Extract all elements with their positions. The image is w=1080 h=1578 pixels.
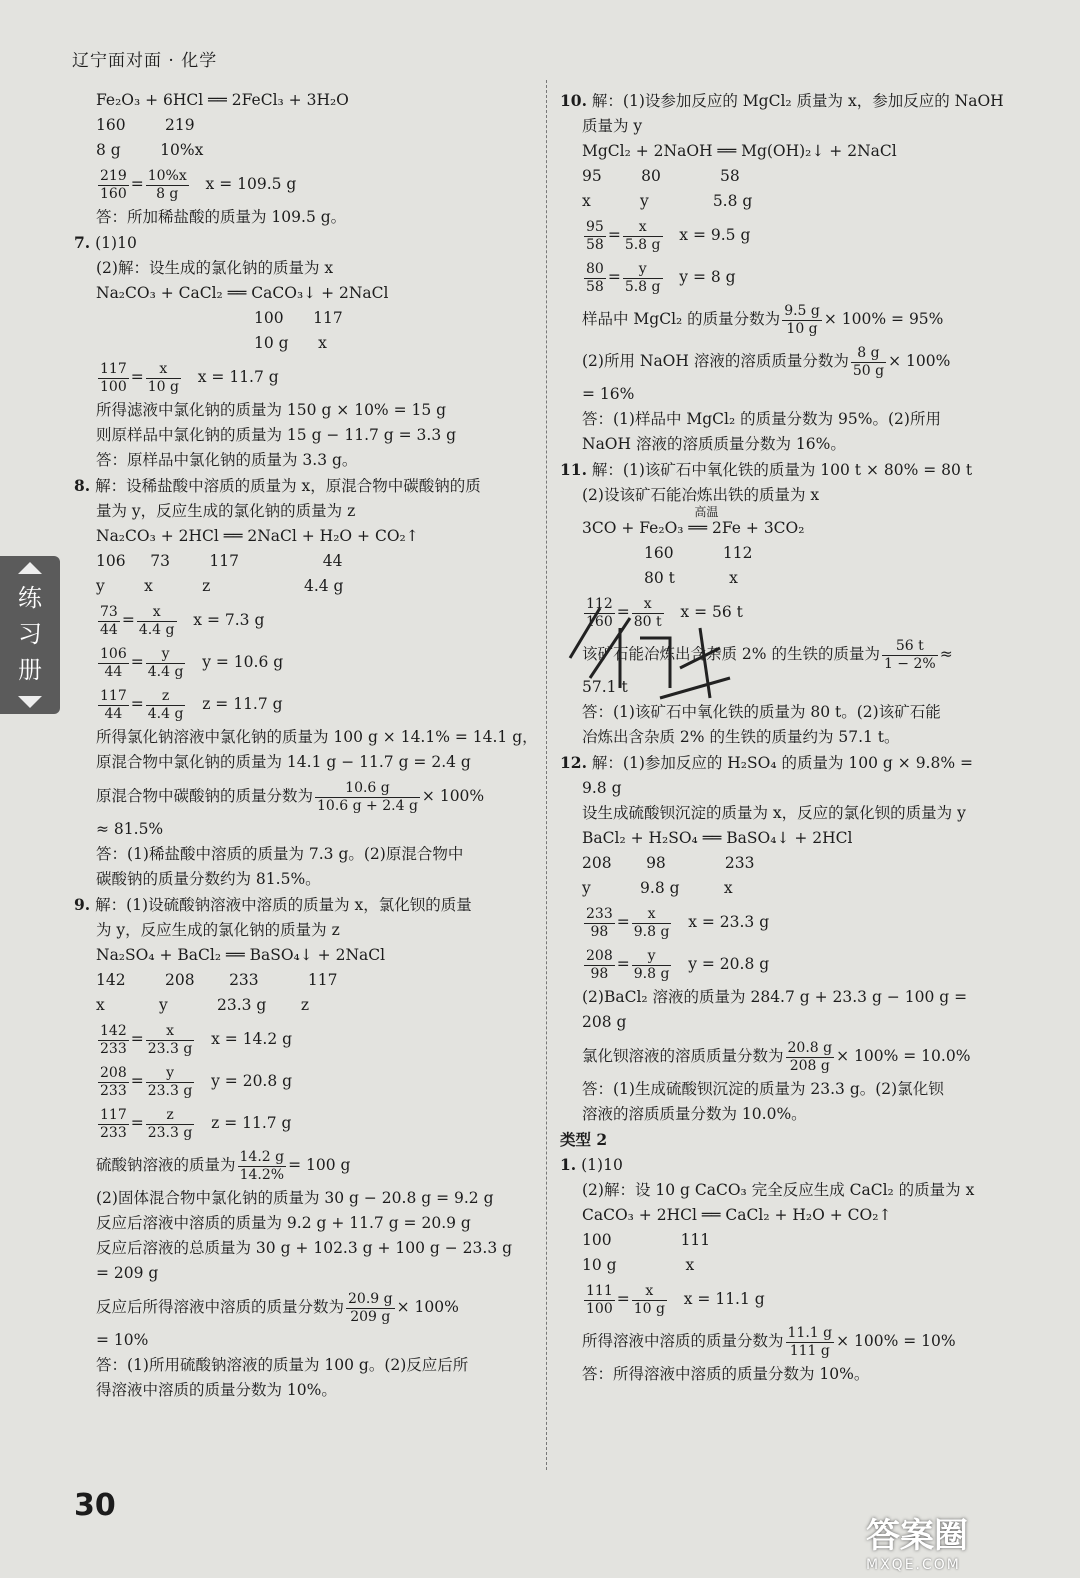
fraction: $\frac{y}{23.3 g}$ (147, 1064, 193, 1099)
type2-q1-equation: CaCO₃ + 2HCl ══ CaCl₂ + H₂O + CO₂↑ (582, 1206, 892, 1224)
fraction: $\frac{106}{44}$ (100, 645, 127, 680)
fraction: $\frac{233}{98}$ (586, 905, 613, 940)
fraction: $\frac{219}{160}$ (100, 167, 127, 202)
fraction: $\frac{x}{80 t}$ (633, 595, 662, 630)
question-number: 10. (560, 91, 587, 110)
handwritten-scribble (560, 595, 743, 718)
q7-part1: 7. (1)10 (74, 233, 137, 252)
q9-equation: Na₂SO₄ + BaCl₂ ══ BaSO₄↓ + 2NaCl (96, 946, 386, 964)
fraction: $\frac{111}{100}$ (586, 1282, 613, 1317)
result: y = 8 g (679, 268, 736, 286)
q6-ratio-row: 160 219 (96, 116, 195, 134)
q9-line7: = 10% (96, 1331, 149, 1349)
fraction: $\frac{142}{233}$ (100, 1022, 127, 1057)
result: y = 20.8 g (211, 1072, 293, 1090)
fraction: $\frac{117}{100}$ (100, 360, 127, 395)
fraction: $\frac{117}{44}$ (100, 687, 127, 722)
reaction-condition: 高温 ══ (688, 505, 719, 537)
fraction: $\frac{z}{23.3 g}$ (147, 1106, 193, 1141)
q9-line3: 反应后溶液中溶质的质量为 9.2 g + 11.7 g = 20.9 g (96, 1214, 471, 1232)
page-number: 30 (74, 1488, 116, 1523)
fraction: $\frac{y}{9.8 g}$ (633, 947, 670, 982)
fraction: $\frac{x}{9.8 g}$ (633, 905, 670, 940)
q8-ratio-row: 106 73 117 44 (96, 552, 343, 570)
question-number: 11. (560, 460, 587, 479)
q11-line2: 57.1 t (582, 678, 628, 696)
q8-line2: 原混合物中氯化钠的质量为 14.1 g − 11.7 g = 2.4 g (96, 753, 471, 771)
q9-part1: 9. 解：(1)设硫酸钠溶液中溶质的质量为 x，氯化钡的质量 (74, 895, 472, 914)
fraction: $\frac{y}{4.4 g}$ (147, 645, 184, 680)
q10-equation: MgCl₂ + 2NaOH ══ Mg(OH)₂↓ + 2NaCl (582, 142, 897, 160)
result: x = 109.5 g (205, 175, 297, 193)
tab-label: 练习册 (18, 584, 42, 684)
fraction: $\frac{y}{5.8 g}$ (624, 260, 661, 295)
type2-q1-line1: 所得溶液中溶质的质量分数为 $\frac{11.1 g}{111 g}$ × 100% = 10% (582, 1324, 956, 1359)
page-header: 辽宁面对面 · 化学 (72, 51, 218, 71)
fraction: $\frac{95}{58}$ (586, 218, 604, 253)
q11-line1: 该矿石能冶炼出含杂质 2% 的生铁的质量为 $\frac{56 t}{1 - 2\%}$ ≈ (582, 637, 953, 672)
question-number: 8. (74, 476, 91, 495)
q8-part2: 量为 y，反应生成的氯化钠的质量为 z (96, 502, 356, 520)
q10-answer-2: NaOH 溶液的溶质质量分数为 16%。 (582, 435, 846, 453)
q10-proportion-a: $\frac{95}{58}$ = $\frac{x}{5.8 g}$ x = 9.5 g (586, 218, 751, 253)
q9-line4: 反应后溶液的总质量为 30 g + 102.3 g + 100 g − 23.3 g (96, 1239, 513, 1257)
q6-equation: Fe₂O₃ + 6HCl ══ 2FeCl₃ + 3H₂O (96, 91, 349, 109)
q8-answer-2: 碳酸钠的质量分数约为 81.5%。 (96, 870, 321, 888)
result: x = 7.3 g (193, 611, 265, 629)
fraction: $\frac{80}{58}$ (586, 260, 604, 295)
q6-proportion: $\frac{219}{160}$ = $\frac{10\%x}{8 g}$ x = 109.5 g (100, 167, 297, 202)
q12-part3: 设生成硫酸钡沉淀的质量为 x，反应的氯化钡的质量为 y (582, 804, 966, 822)
q11-equation: 3CO + Fe₂O₃ 高温 ══ 2Fe + 3CO₂ (560, 516, 1030, 541)
fraction: $\frac{208}{98}$ (586, 947, 613, 982)
q9-ratio-row: 142 208 233 117 (96, 971, 338, 989)
q8-equation: Na₂CO₃ + 2HCl ══ 2NaCl + H₂O + CO₂↑ (96, 527, 419, 545)
q10-line1: 样品中 MgCl₂ 的质量分数为 $\frac{9.5 g}{10 g}$ × 100% = 95% (582, 302, 944, 337)
result: x = 11.7 g (197, 368, 279, 386)
fraction: $\frac{x}{10 g}$ (633, 1282, 665, 1317)
q10-part1: 10. 解：(1)设参加反应的 MgCl₂ 质量为 x，参加反应的 NaOH (560, 91, 1004, 110)
fraction: $\frac{x}{10 g}$ (147, 360, 179, 395)
fraction: $\frac{10\%x}{8 g}$ (147, 167, 187, 202)
q12-mass-row: y 9.8 g x (582, 879, 733, 897)
q9-line5: = 209 g (96, 1264, 159, 1282)
type2-q1-ratio-row: 100 111 (582, 1231, 711, 1249)
right-column (560, 88, 1030, 1387)
q7-part2: (2)解：设生成的氯化钠的质量为 x (96, 259, 334, 277)
fraction: $\frac{9.5 g}{10 g}$ (784, 302, 820, 337)
fraction: $\frac{8 g}{50 g}$ (852, 344, 885, 379)
fraction: $\frac{x}{4.4 g}$ (138, 603, 175, 638)
q6-answer: 答：所加稀盐酸的质量为 109.5 g。 (96, 208, 347, 226)
result: y = 10.6 g (202, 653, 284, 671)
fraction: $\frac{z}{4.4 g}$ (147, 687, 184, 722)
type2-q1-mass-row: 10 g x (582, 1256, 695, 1274)
result: y = 20.8 g (688, 955, 770, 973)
q8-part1: 8. 解：设稀盐酸中溶质的质量为 x，原混合物中碳酸钠的质 (74, 476, 481, 495)
fraction: $\frac{117}{233}$ (100, 1106, 127, 1141)
result: z = 11.7 g (202, 695, 283, 713)
q8-answer-1: 答：(1)稀盐酸中溶质的质量为 7.3 g。(2)原混合物中 (96, 845, 464, 863)
result: z = 11.7 g (211, 1114, 292, 1132)
fraction: $\frac{73}{44}$ (100, 603, 118, 638)
q8-line1: 所得氯化钠溶液中氯化钠的质量为 100 g × 14.1% = 14.1 g， (96, 728, 538, 746)
q9-line6: 反应后所得溶液中溶质的质量分数为 $\frac{20.9 g}{209 g}$ × 100% (96, 1290, 459, 1325)
q8-line3: 原混合物中碳酸钠的质量分数为 $\frac{10.6 g}{10.6 g + 2.4 g}$ × 100% (96, 779, 485, 814)
watermark-logo: 答案圈 MXQE.COM (866, 1516, 968, 1573)
fraction: $\frac{10.6 g}{10.6 g + 2.4 g}$ (317, 779, 418, 814)
q9-line1: 硫酸钠溶液的质量为 $\frac{14.2 g}{14.2\%}$ = 100 g (96, 1148, 351, 1183)
type2-heading: 类型 2 (560, 1130, 608, 1149)
q11-proportion: $\frac{112}{160}$ = $\frac{x}{80 t}$ x = 56 t (586, 595, 743, 630)
result: x = 11.1 g (683, 1290, 765, 1308)
q9-proportion-a: $\frac{142}{233}$ = $\frac{x}{23.3 g}$ x = 14.2 g (100, 1022, 293, 1057)
fraction: $\frac{20.9 g}{209 g}$ (348, 1290, 393, 1325)
q8-proportion-b: $\frac{106}{44}$ = $\frac{y}{4.4 g}$ y = 10.6 g (100, 645, 284, 680)
q12-proportion-b: $\frac{208}{98}$ = $\frac{y}{9.8 g}$ y = 20.8 g (586, 947, 770, 982)
q12-proportion-a: $\frac{233}{98}$ = $\frac{x}{9.8 g}$ x = 23.3 g (586, 905, 770, 940)
q8-proportion-c: $\frac{117}{44}$ = $\frac{z}{4.4 g}$ z = 11.7 g (100, 687, 283, 722)
q7-line2: 则原样品中氯化钠的质量为 15 g − 11.7 g = 3.3 g (96, 426, 457, 444)
type2-q1-part1: 1. (1)10 (560, 1155, 623, 1174)
fraction: $\frac{56 t}{1 - 2\%}$ (883, 637, 936, 672)
q9-mass-row: x y 23.3 g z (96, 996, 309, 1014)
type2-q1-answer: 答：所得溶液中溶质的质量分数为 10%。 (582, 1365, 870, 1383)
column-divider (546, 80, 547, 1470)
q12-part2: 9.8 g (582, 779, 622, 797)
q11-part2: (2)设该矿石能冶炼出铁的质量为 x (582, 486, 820, 504)
q12-line1: (2)BaCl₂ 溶液的质量为 284.7 g + 23.3 g − 100 g = (582, 988, 968, 1006)
q11-answer-1: 答：(1)该矿石中氧化铁的质量为 80 t。(2)该矿石能 (582, 703, 941, 721)
q12-answer-2: 溶液的溶质质量分数为 10.0%。 (582, 1105, 807, 1123)
q10-part2: 质量为 y (582, 117, 643, 135)
result: x = 9.5 g (679, 226, 751, 244)
q9-proportion-c: $\frac{117}{233}$ = $\frac{z}{23.3 g}$ z = 11.7 g (100, 1106, 292, 1141)
q7-answer: 答：原样品中氯化钠的质量为 3.3 g。 (96, 451, 358, 469)
question-number: 12. (560, 753, 587, 772)
q9-part2: 为 y，反应生成的氯化钠的质量为 z (96, 921, 340, 939)
fraction: $\frac{208}{233}$ (100, 1064, 127, 1099)
q9-line2: (2)固体混合物中氯化钠的质量为 30 g − 20.8 g = 9.2 g (96, 1189, 494, 1207)
q6-mass-row: 8 g 10%x (96, 141, 204, 159)
q8-proportion-a: $\frac{73}{44}$ = $\frac{x}{4.4 g}$ x = 7.3 g (100, 603, 265, 638)
q12-answer-1: 答：(1)生成硫酸钡沉淀的质量为 23.3 g。(2)氯化钡 (582, 1080, 944, 1098)
q10-answer-1: 答：(1)样品中 MgCl₂ 的质量分数为 95%。(2)所用 (582, 410, 941, 428)
fraction: $\frac{20.8 g}{208 g}$ (787, 1039, 833, 1074)
result: x = 23.3 g (688, 913, 770, 931)
q8-mass-row: y x z 4.4 g (96, 577, 344, 595)
q12-equation: BaCl₂ + H₂SO₄ ══ BaSO₄↓ + 2HCl (582, 829, 853, 847)
q7-ratio-row: 100 117 (254, 309, 343, 327)
question-number: 9. (74, 895, 91, 914)
q11-ratio-row: 160 112 (644, 544, 753, 562)
q12-line2: 208 g (582, 1013, 627, 1031)
fraction: $\frac{112}{160}$ (586, 595, 613, 630)
q11-mass-row: 80 t x (644, 569, 738, 587)
exercise-book-tab (0, 556, 60, 714)
q10-ratio-row: 95 80 58 (582, 167, 740, 185)
q10-mass-row: x y 5.8 g (582, 192, 753, 210)
question-number: 7. (74, 233, 91, 252)
q7-mass-row: 10 g x (254, 334, 327, 352)
q7-proportion: $\frac{117}{100}$ = $\frac{x}{10 g}$ x = 11.7 g (100, 360, 279, 395)
result: x = 56 t (680, 603, 743, 621)
type2-q1-proportion: $\frac{111}{100}$ = $\frac{x}{10 g}$ x = 11.1 g (586, 1282, 765, 1317)
fraction: $\frac{x}{5.8 g}$ (624, 218, 661, 253)
fraction: $\frac{x}{23.3 g}$ (147, 1022, 193, 1057)
q10-line3: = 16% (582, 385, 635, 403)
q10-proportion-b: $\frac{80}{58}$ = $\frac{y}{5.8 g}$ y = 8 g (586, 260, 736, 295)
left-column (74, 88, 538, 1403)
q8-line4: ≈ 81.5% (96, 820, 164, 838)
result: x = 14.2 g (211, 1030, 293, 1048)
type2-q1-part2: (2)解：设 10 g CaCO₃ 完全反应生成 CaCl₂ 的质量为 x (582, 1181, 975, 1199)
q12-line3: 氯化钡溶液的溶质质量分数为 $\frac{20.8 g}{208 g}$ × 100% = 10.0% (582, 1039, 971, 1074)
triangle-up-icon (18, 562, 42, 574)
q11-answer-2: 冶炼出含杂质 2% 的生铁的质量约为 57.1 t。 (582, 728, 900, 746)
q12-part1: 12. 解：(1)参加反应的 H₂SO₄ 的质量为 100 g × 9.8% = (560, 753, 973, 772)
question-number: 1. (560, 1155, 577, 1174)
q7-equation: Na₂CO₃ + CaCl₂ ══ CaCO₃↓ + 2NaCl (96, 284, 389, 302)
q7-line1: 所得滤液中氯化钠的质量为 150 g × 10% = 15 g (96, 401, 447, 419)
triangle-down-icon (18, 696, 42, 708)
q9-proportion-b: $\frac{208}{233}$ = $\frac{y}{23.3 g}$ y = 20.8 g (100, 1064, 293, 1099)
fraction: $\frac{14.2 g}{14.2\%}$ (239, 1148, 285, 1183)
q9-answer-1: 答：(1)所用硫酸钠溶液的质量为 100 g。(2)反应后所 (96, 1356, 469, 1374)
q11-part1: 11. 解：(1)该矿石中氧化铁的质量为 100 t × 80% = 80 t (560, 460, 973, 479)
q12-ratio-row: 208 98 233 (582, 854, 755, 872)
q9-answer-2: 得溶液中溶质的质量分数为 10%。 (96, 1381, 337, 1399)
q10-line2: (2)所用 NaOH 溶液的溶质质量分数为 $\frac{8 g}{50 g}$ × 100% (582, 344, 951, 379)
fraction: $\frac{11.1 g}{111 g}$ (787, 1324, 833, 1359)
